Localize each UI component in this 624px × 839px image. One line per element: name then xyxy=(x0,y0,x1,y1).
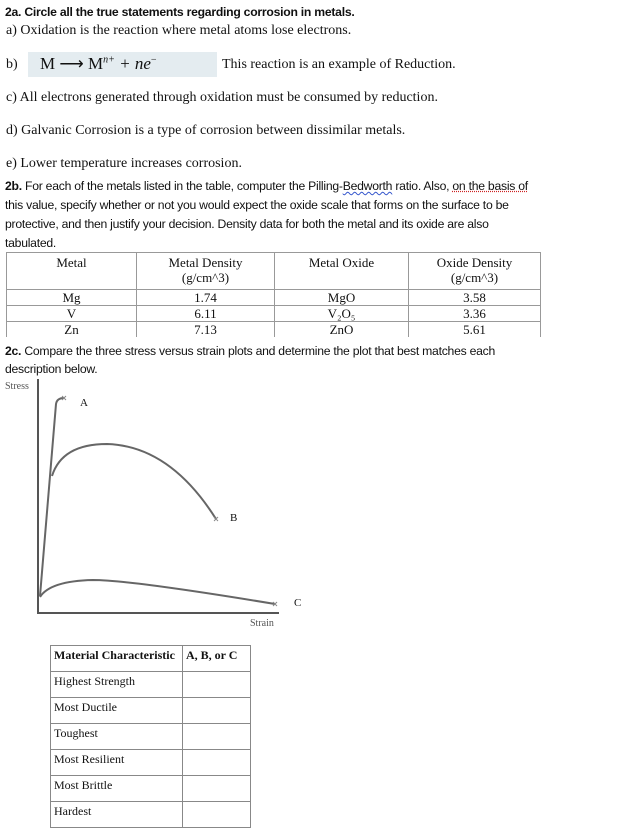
y-axis-label: Stress xyxy=(5,381,29,392)
cell: Most Brittle xyxy=(51,776,183,802)
table-row xyxy=(51,672,251,698)
fracture-marks xyxy=(62,396,277,606)
statement-a: a) Oxidation is the reaction where metal atoms lose electrons. xyxy=(6,23,352,38)
header-answer: A, B, or C xyxy=(183,646,251,672)
header-metal: Metal xyxy=(7,253,137,290)
table-row xyxy=(51,750,251,776)
q2b-line1: 2b. For each of the metals listed in the table, computer the Pilling-Bedworth ratio. Also, on the basis of xyxy=(5,179,528,193)
plot-axes xyxy=(38,379,279,613)
cell: 1.74 xyxy=(137,290,275,306)
cell: V₂O₅ xyxy=(275,306,409,322)
table-row xyxy=(51,802,251,828)
curve-a xyxy=(40,398,64,596)
answer-cell[interactable] xyxy=(183,750,251,776)
cell: V xyxy=(7,306,137,322)
curve-label-c: C xyxy=(294,597,302,609)
characteristics-table xyxy=(50,645,251,828)
cell: 5.61 xyxy=(409,322,541,338)
q2a-title: 2a. Circle all the true statements regarding corrosion in metals. xyxy=(5,5,355,19)
statement-b-text: This reaction is an example of Reduction. xyxy=(222,57,456,72)
header-oxide-density: Oxide Density (g/cm^3) xyxy=(409,253,541,290)
cell: Most Ductile xyxy=(51,698,183,724)
cell: Mg xyxy=(7,290,137,306)
cell: MgO xyxy=(275,290,409,306)
answer-cell[interactable] xyxy=(183,724,251,750)
cell: ZnO xyxy=(275,322,409,338)
q2c-line2: description below. xyxy=(5,362,98,376)
x-axis-label: Strain xyxy=(250,618,274,629)
table-header-row xyxy=(51,646,251,672)
answer-cell[interactable] xyxy=(183,672,251,698)
header-metal-oxide: Metal Oxide xyxy=(275,253,409,290)
q2b-line4: tabulated. xyxy=(5,236,57,250)
table-row xyxy=(51,698,251,724)
cell: Toughest xyxy=(51,724,183,750)
answer-cell[interactable] xyxy=(183,802,251,828)
cell: 3.36 xyxy=(409,306,541,322)
cell: 6.11 xyxy=(137,306,275,322)
statement-c: c) All electrons generated through oxidation must be consumed by reduction. xyxy=(6,90,438,105)
table-row xyxy=(51,724,251,750)
cell: Hardest xyxy=(51,802,183,828)
q2b-line3: protective, and then justify your decision. Density data for both the metal and its oxide are also xyxy=(5,217,489,231)
curve-b xyxy=(52,444,216,519)
cell: 3.58 xyxy=(409,290,541,306)
header-metal-density: Metal Density (g/cm^3) xyxy=(137,253,275,290)
curve-label-a: A xyxy=(80,397,88,409)
cell: Most Resilient xyxy=(51,750,183,776)
statement-b-label: b) xyxy=(6,57,18,72)
table-row xyxy=(51,776,251,802)
curve-c xyxy=(40,580,275,604)
answer-cell[interactable] xyxy=(183,698,251,724)
cell: Highest Strength xyxy=(51,672,183,698)
q2c-line1: 2c. Compare the three stress versus strain plots and determine the plot that best matches each xyxy=(5,344,496,358)
header-characteristic: Material Characteristic xyxy=(51,646,183,672)
statement-e: e) Lower temperature increases corrosion. xyxy=(6,156,242,171)
cell: 7.13 xyxy=(137,322,275,338)
q2b-line2: this value, specify whether or not you would expect the oxide scale that forms on the surface to be xyxy=(5,198,509,212)
answer-cell[interactable] xyxy=(183,776,251,802)
curve-label-b: B xyxy=(230,512,238,524)
cell: Zn xyxy=(7,322,137,338)
oxidation-equation: M ⟶ $M^{n+} + ne^-$ xyxy=(40,54,157,73)
statement-d: d) Galvanic Corrosion is a type of corrosion between dissimilar metals. xyxy=(6,123,406,138)
